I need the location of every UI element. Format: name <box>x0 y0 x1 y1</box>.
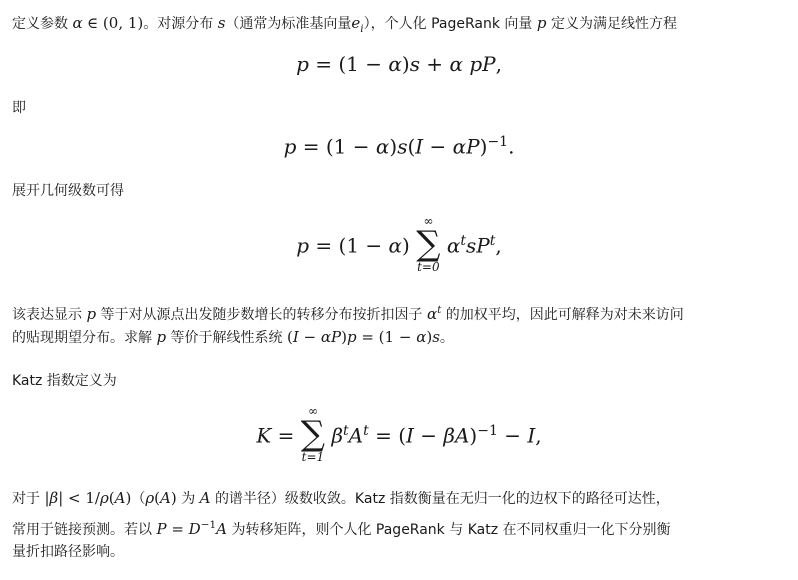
sum-upper-limit: ∞ <box>423 214 434 228</box>
sum-symbol: ∞ ∑ t=0 <box>416 214 441 274</box>
sum-upper-limit-katz: ∞ <box>307 404 318 418</box>
text-source-dist: 。对源分布 <box>143 16 214 32</box>
text-linear-eq: 定义为满足线性方程 <box>550 16 677 32</box>
paragraph-namely: 即 <box>12 100 26 116</box>
paragraph-definition: 定义参数 α ∈ (0, 1)。对源分布 s（通常为标准基向量$e_i$），个人化 PageRank 向量 p 定义为满足线性方程 <box>12 14 677 35</box>
sum-lower-limit-katz: t=1 <box>301 450 325 464</box>
paragraph-katz-def: Katz 指数定义为 <box>12 373 117 389</box>
equation-inverse: $p = (1 - \alpha)s(I - \alpha P)^{-1}$. <box>283 134 515 159</box>
equation-pagerank: p = (1 − α)s + α pP, <box>296 52 502 76</box>
text-expression-shows: 该表达显示 <box>12 307 82 323</box>
text-discounted-dist: 的贴现期望分布。求解 <box>12 330 152 346</box>
text-future-visits: 的加权平均，因此可解释为对未来访问 <box>445 307 684 323</box>
text-katz-reachability: 的谱半径）级数收敛。Katz 指数衡量在无归一化的边权下的路径可达性， <box>214 491 670 507</box>
text-basis-vector: （通常为标准基向量 <box>225 16 352 32</box>
paragraph-katz-convergence: 对于 |β| < 1/ρ(A)（ρ(A) 为 A 的谱半径）级数收敛。Katz 指数衡量在无归一化的边权下的路径可达性， <box>12 489 670 507</box>
text-define-param: 定义参数 <box>12 16 68 32</box>
sum-lower-limit: t=0 <box>417 260 440 274</box>
paragraph-interpretation-cont: 的贴现期望分布。求解 p 等价于解线性系统 (I − αP)p = (1 − α)s。 <box>12 328 454 346</box>
text-pagerank-vector: ），个人化 PageRank 向量 <box>363 16 533 32</box>
paragraph-katz-end: 量折扣路径影响。 <box>12 544 124 560</box>
paragraph-interpretation: 该表达显示 p 等于对从源点出发随步数增长的转移分布按折扣因子 $\alpha^t$ 的加权平均，因此可解释为对未来访问 <box>12 304 684 323</box>
equation-katz: K = ∞ ∑ t=1 $\beta^tA^t = (I - \beta A)^{-1} - I$, <box>256 404 542 464</box>
text-linear-system: 等价于解线性系统 <box>170 330 283 346</box>
text-weighted-average: 等于对从源点出发随步数增长的转移分布按折扣因子 <box>100 307 423 323</box>
sum-symbol-katz: ∞ ∑ t=1 <box>300 404 326 464</box>
paragraph-katz-link-prediction: 常用于链接预测。若以 $P = D^{-1}A$ 为转移矩阵，则个人化 PageRank 与 Katz 在不同权重归一化下分别衡 <box>12 519 671 538</box>
text-normalization-compare: 为转移矩阵，则个人化 PageRank 与 Katz 在不同权重归一化下分别衡 <box>231 522 671 538</box>
equation-geometric-series: p = (1 − α) ∞ ∑ t=0 $\alpha^tsP^t$, <box>296 214 502 274</box>
paragraph-expand-series: 展开几何级数可得 <box>12 183 124 199</box>
